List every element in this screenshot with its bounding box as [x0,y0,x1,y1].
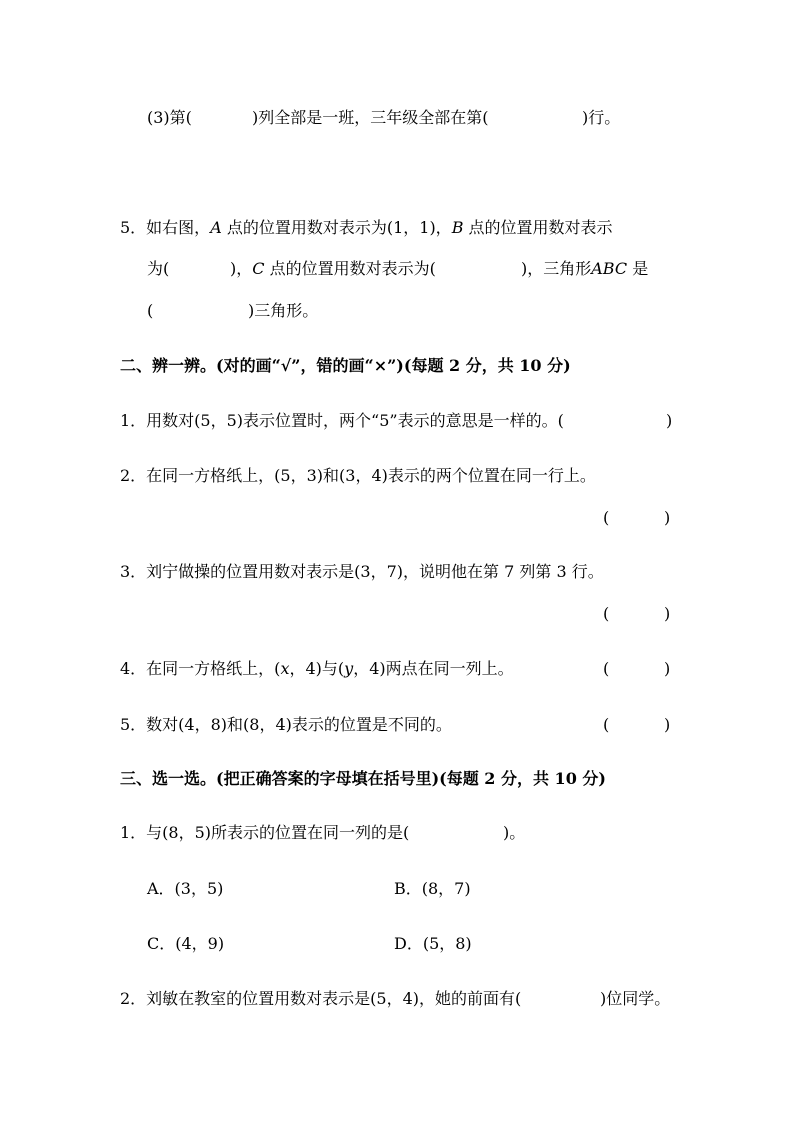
s3-q2: 2．刘敏在教室的位置用数对表示是(5，4)，她的前面有( [120,989,522,1008]
q5-line3-close: )三角形。 [248,301,319,320]
q5-line2-t4: 是 [627,259,649,278]
section3-heading: 三、选一选。(把正确答案的字母填在括号里)(每题 2 分，共 10 分) [120,769,606,788]
s2-item3: 3．刘宁做操的位置用数对表示是(3，7)，说明他在第 7 列第 3 行。 [120,562,604,581]
q5-line2-t2: 点的位置用数对表示为( [264,259,436,278]
s2-item4-b: ，4)与( [289,659,345,678]
point-b-label: B [451,218,464,237]
q4-part3-mid: )列全部是一班，三年级全部在第( [252,108,489,127]
var-y: y [344,659,354,678]
q4-part3-suffix: )行。 [582,108,621,127]
s3-q1-option-a: A．(3，5) [147,879,224,898]
point-c-label: C [252,259,265,278]
s2-item5: 5．数对(4，8)和(8，4)表示的位置是不同的。 [120,715,452,734]
s2-item3-open: ( [603,604,610,623]
s2-item4 [120,659,514,679]
s2-item2-close: ) [664,508,671,527]
triangle-abc-label: ABC [591,259,628,278]
q5-line2-t1: )， [230,259,253,278]
s2-item5-open: ( [603,715,610,734]
s2-item4-a: 4．在同一方格纸上，( [120,659,281,678]
var-x: x [280,659,290,678]
s3-q1-option-d: D．(5，8) [394,934,472,953]
s2-item2-open: ( [603,508,610,527]
s2-item4-c: ，4)两点在同一列上。 [353,659,514,678]
s2-item1-close: ) [666,411,673,430]
s2-item4-close: ) [664,659,671,678]
q5-line1-t2: 点的位置用数对表示 [463,218,613,237]
q5-line2-t3: )，三角形 [521,259,592,278]
q5-line2-end [521,259,648,279]
s2-item5-close: ) [664,715,671,734]
s3-q2-close: )位同学。 [600,989,671,1008]
s2-item2: 2．在同一方格纸上，(5，3)和(3，4)表示的两个位置在同一行上。 [120,466,596,485]
q4-part3-prefix: (3)第( [147,108,192,127]
q5-line2-mid [230,259,436,279]
s3-q1-close: )。 [503,823,526,842]
q5-line1-t1: 点的位置用数对表示为(1，1)， [221,218,452,237]
s2-item4-open: ( [603,659,610,678]
s2-item1: 1．用数对(5，5)表示位置时，两个“5”表示的意思是一样的。( [120,411,564,430]
s3-q1-option-c: C．(4，9) [147,934,225,953]
section2-heading: 二、辨一辨。(对的画“√”，错的画“×”)(每题 2 分，共 10 分) [120,356,571,375]
s3-q1-option-b: B．(8，7) [394,879,471,898]
q5-line1-num: 5．如右图， [120,218,211,237]
s3-q1: 1．与(8，5)所表示的位置在同一列的是( [120,823,410,842]
q5-line3-open: ( [147,301,154,320]
q5-line1 [120,218,613,238]
point-a-label: A [210,218,222,237]
s2-item3-close: ) [664,604,671,623]
q5-line2-start: 为( [147,259,170,278]
